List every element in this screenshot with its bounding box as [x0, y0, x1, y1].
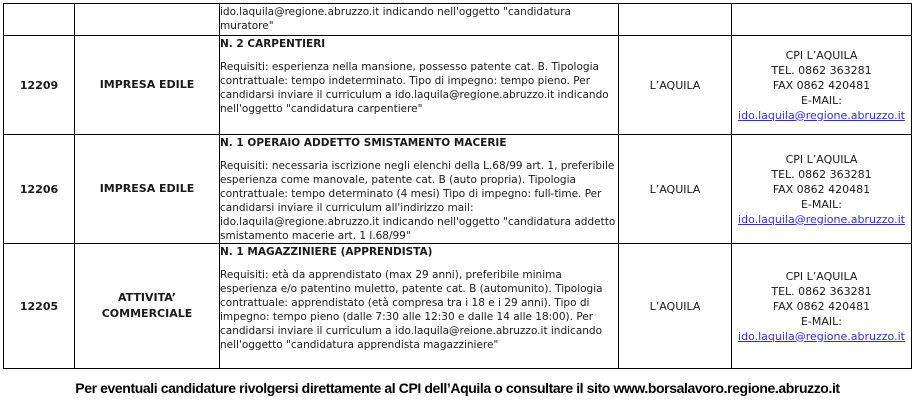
job-id-cell: 12206 — [4, 135, 75, 244]
job-listings-page — [0, 3, 915, 402]
job-id-cell — [4, 4, 75, 36]
contact-cell — [732, 36, 912, 135]
company-cell: IMPRESA EDILE — [75, 135, 220, 244]
description-cell — [220, 135, 619, 244]
job-id-cell: 12205 — [4, 244, 75, 369]
job-listings-table — [3, 3, 912, 369]
table-row-12205 — [4, 244, 912, 369]
job-title: N. 1 MAGAZZINIERE (APPRENDISTA) — [220, 246, 433, 258]
company-cell — [75, 4, 220, 36]
job-id-cell: 12209 — [4, 36, 75, 135]
description-cell — [220, 244, 619, 369]
location-cell — [619, 4, 732, 36]
contact-cell — [732, 4, 912, 36]
job-description: ido.laquila@regione.abruzzo.it indicando nell'oggetto "candidatura muratore" — [220, 6, 572, 32]
location-cell: L’AQUILA — [619, 36, 732, 135]
contact-cpi-name: CPI L’AQUILA — [785, 48, 858, 62]
table-row-12206 — [4, 135, 912, 244]
contact-email-label: E-MAIL: — [800, 197, 842, 211]
job-description: Requisiti: età da apprendistato (max 29 anni), preferibile minima esperienza e/o patentino muletto, patente cat. B (automunito). Tipologia contrattuale: apprendistato (età compresa tra i 18 e i 29 anni). Tipo di impegno: tempo pieno (dalle 7:30 alle 12:30 e dalle 14 alle 18:00). Per candidarsi inviare il curriculum a ido.laquila@reione.abruzzo.it indicando nell'oggetto "candidatura apprendista magazziniere" — [220, 269, 603, 351]
description-cell — [220, 36, 619, 135]
footer-note: Per eventuali candidature rivolgersi direttamente al CPI dell’Aquila o consultare il sito www.borsalavoro.regione.abruzzo.it — [75, 380, 840, 396]
contact-tel: TEL. 0862 363281 — [771, 63, 872, 77]
company-cell: ATTIVITA’ COMMERCIALE — [75, 244, 220, 369]
contact-fax: FAX 0862 420481 — [772, 78, 871, 92]
job-title: N. 2 CARPENTIERI — [220, 38, 326, 50]
contact-cell — [732, 244, 912, 369]
job-title: N. 1 OPERAIO ADDETTO SMISTAMENTO MACERIE — [220, 137, 507, 149]
contact-tel: TEL. 0862 363281 — [771, 167, 872, 181]
location-cell: L’AQUILA — [619, 135, 732, 244]
company-cell: IMPRESA EDILE — [75, 36, 220, 135]
contact-email-label: E-MAIL: — [800, 314, 842, 328]
contact-cell — [732, 135, 912, 244]
table-row-12209 — [4, 36, 912, 135]
contact-fax: FAX 0862 420481 — [772, 299, 871, 313]
description-cell — [220, 4, 619, 36]
contact-email-link[interactable]: ido.laquila@regione.abruzzo.it — [738, 212, 905, 226]
contact-email-link[interactable]: ido.laquila@regione.abruzzo.it — [738, 329, 905, 343]
job-description: Requisiti: necessaria iscrizione negli elenchi della L.68/99 art. 1, preferibile esperienza come manovale, patente cat. B (auto propria). Tipologia contrattuale: tempo determinato (4 mesi) Tipo di impegno: full-time. Per candidarsi inviare il curriculum all'indirizzo mail: ido.laquila@regione.abruzzo.it indicando nell'oggetto "candidatura addetto smistamento macerie art. 1 l.68/99" — [220, 160, 616, 242]
contact-email-label: E-MAIL: — [800, 93, 842, 107]
contact-cpi-name: CPI L’AQUILA — [785, 152, 858, 166]
contact-cpi-name: CPI L’AQUILA — [785, 269, 858, 283]
contact-tel: TEL. 0862 363281 — [771, 284, 872, 298]
table-row-partial — [4, 4, 912, 36]
contact-email-link[interactable]: ido.laquila@regione.abruzzo.it — [738, 108, 905, 122]
location-cell: L’AQUILA — [619, 244, 732, 369]
job-description: Requisiti: esperienza nella mansione, possesso patente cat. B. Tipologia contrattuale: tempo indeterminato. Tipo di impegno: tempo pieno. Per candidarsi inviare il curriculum a ido.laquila@regione.abruzzo.it indicando nell'oggetto "candidatura carpentiere" — [220, 61, 609, 115]
contact-fax: FAX 0862 420481 — [772, 182, 871, 196]
